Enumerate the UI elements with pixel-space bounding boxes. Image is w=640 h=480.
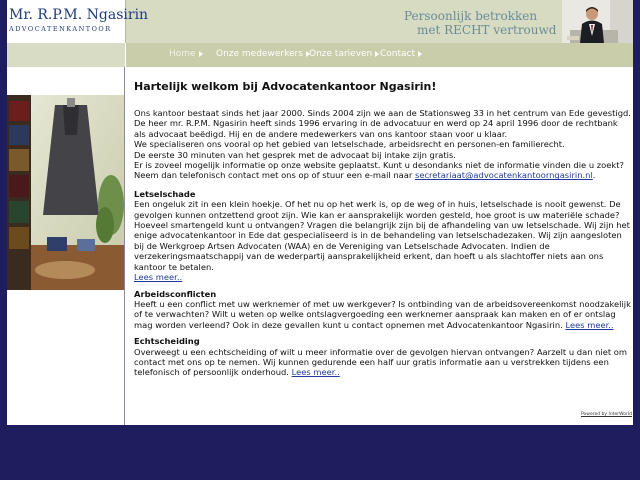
page-frame: [7, 0, 633, 425]
caret-right-icon: [418, 51, 422, 57]
section-body: Heeft u een conflict met uw werknemer of met uw werkgever? Is ontbinding van de arbeidsovereenkomst noodzakelijk of te verwachten? Wilt u weten op welke ontslagvergoeding een werknemer aanspraak kan maken en of er ontslag mag worden verleend? Ook in deze gevallen kunt u contact opnemen met Advocatenkantoor Ngasirin.: [134, 298, 631, 330]
page-title: Hartelijk welkom bij Advocatenkantoor Ngasirin!: [134, 80, 437, 93]
intro-line-4: De eerste 30 minuten van het gesprek met de advocaat bij intake zijn gratis.: [134, 149, 456, 160]
office-photo: [7, 95, 124, 290]
intro-line-3: We specialiseren ons vooral op het gebied van letselschade, arbeidsrecht en personen-en familierecht.: [134, 139, 565, 150]
intro-line-5: Er is zoveel mogelijk informatie op onze website geplaatst. Kunt u desondanks niet de informatie vinden die u zoekt?: [134, 160, 624, 171]
nav-onze-tarieven[interactable]: [309, 49, 379, 59]
section-heading-arbeidsconflicten: Arbeidsconflicten: [134, 288, 217, 299]
section-body: Overweegt u een echtscheiding of wilt u meer informatie over de gevolgen hiervan ontvangen? Aarzelt u dan niet om contact met ons op te nemen. Wij kunnen gedurende een half uur gratis informatie aan u verstrekken tijdens een telefonisch of persoonlijk onderhoud.: [134, 346, 628, 378]
contact-end: .: [592, 170, 596, 181]
lees-meer-link-arbeidsconflicten[interactable]: Lees meer..: [565, 319, 614, 330]
tagline-line-2: met RECHT vertrouwd: [417, 23, 557, 37]
powered-by-link[interactable]: Powered by InterWorld: [581, 412, 632, 417]
section-text-letselschade: [134, 199, 631, 282]
logo[interactable]: [7, 0, 149, 43]
contact-line: [134, 170, 631, 180]
main-content: [134, 80, 631, 378]
section-text-echtscheiding: [134, 347, 631, 378]
nav-onze-tarieven-label: Onze tarieven: [309, 49, 373, 59]
nav-onze-medewerkers-label: Onze medewerkers: [216, 49, 303, 59]
lawyer-photo: [562, 0, 633, 43]
intro-line-1: Ons kantoor bestaat sinds het jaar 2000. Sinds 2004 zijn we aan de Stationsweg 33 in het centrum van Ede gevestigd.: [134, 108, 631, 118]
caret-right-icon: [375, 51, 379, 57]
nav-spacer: [7, 43, 126, 67]
lees-meer-link-letselschade[interactable]: Lees meer..: [134, 272, 183, 283]
section-heading-echtscheiding: Echtscheiding: [134, 336, 200, 347]
logo-subtitle: ADVOCATENKANTOOR: [9, 25, 112, 33]
left-column: [7, 67, 125, 425]
nav-onze-medewerkers[interactable]: [216, 49, 310, 59]
intro-line-2: De heer mr. R.P.M. Ngasirin heeft sinds 1996 ervaring in de advocatuur en werd op 24 april 1996 door de rechtbank als advocaat beëdigd. Hij en de andere medewerkers van ons kantoor staan voor u klaar.: [134, 118, 618, 139]
main-navigation: [7, 43, 633, 67]
nav-contact-label: Contact: [380, 49, 416, 59]
nav-home[interactable]: [169, 49, 203, 59]
section-heading-letselschade: Letselschade: [134, 188, 196, 199]
email-link[interactable]: secretariaat@advocatenkantoorngasirin.nl: [414, 170, 593, 181]
section-body: Een ongeluk zit in een klein hoekje. Of het nu op het werk is, op de weg of in huis, letselschade is nooit gewenst. De gevolgen kunnen ontzettend groot zijn. Wie kan er aansprakelijk worden gesteld, hoe groot is uw materiële schade? Hoeveel smartengeld kunt u ontvangen? Vragen die belangrijk zijn bij de afhandeling van uw letselschade. Wij zijn het enige advocatenkantoor in Ede dat gespecialiseerd is in de behandeling van letselschadezaken. Wij zijn aangesloten bij de Werkgroep Artsen Advocaten (WAA) en de Vereniging van Letselschade Advocaten. Indien de verzekeringsmaatschappij van de wederpartij aansprakelijkheid erkent, dan hoeft u als slachtoffer niets aan ons kantoor te betalen.: [134, 199, 630, 272]
nav-contact[interactable]: [380, 49, 422, 59]
contact-text: Neem dan telefonisch contact met ons op of stuur een e-mail naar: [134, 170, 413, 181]
lees-meer-link-echtscheiding[interactable]: Lees meer..: [291, 367, 340, 378]
header: [7, 0, 633, 43]
logo-name: Mr. R.P.M. Ngasirin: [9, 7, 149, 23]
section-text-arbeidsconflicten: [134, 299, 631, 330]
caret-right-icon: [199, 51, 203, 57]
tagline-line-1: Persoonlijk betrokken: [404, 9, 538, 23]
nav-home-label: Home: [169, 49, 196, 59]
